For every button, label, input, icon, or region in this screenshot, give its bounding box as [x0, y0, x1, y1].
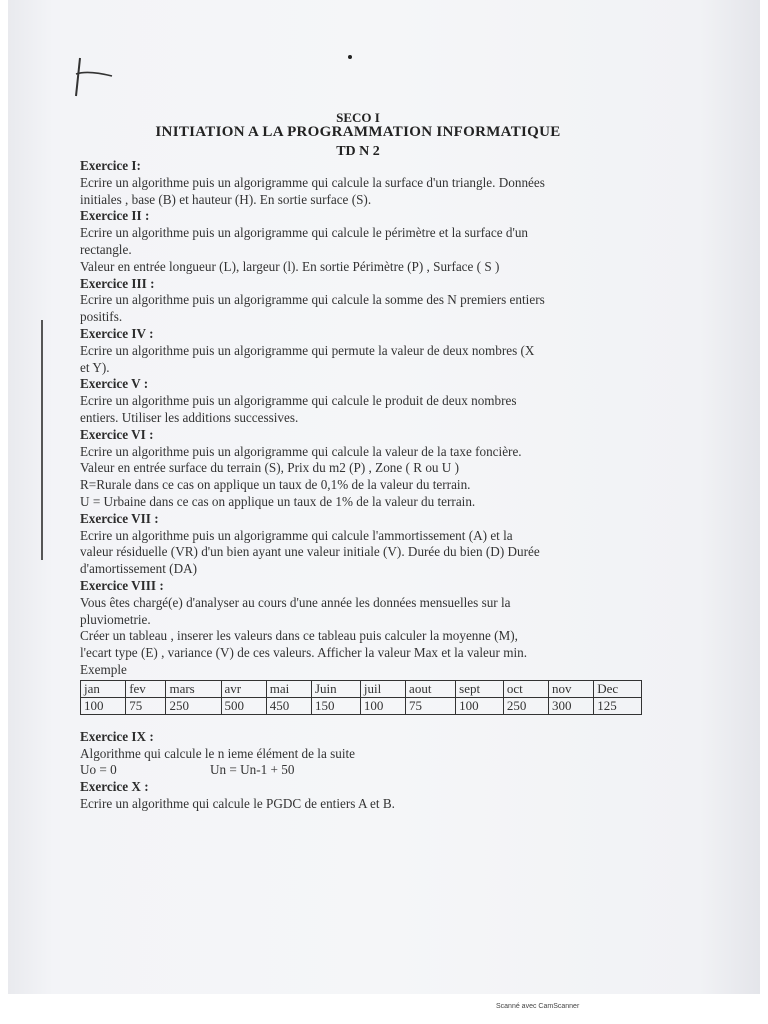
table-cell: 100	[81, 697, 126, 714]
exercise-10-title: Exercice X :	[80, 779, 149, 795]
td-number: TD N 2	[336, 144, 380, 159]
table-cell: 250	[503, 697, 548, 714]
table-cell: avr	[221, 680, 266, 697]
table-cell: mars	[166, 680, 221, 697]
exercise-10-line: Ecrire un algorithme qui calcule le PGDC de entiers A et B.	[80, 795, 395, 811]
exercise-list	[80, 158, 644, 813]
table-cell: 300	[549, 697, 594, 714]
exercise-4-line: Ecrire un algorithme puis un algorigramme qui permute la valeur de deux nombres (X	[80, 342, 535, 358]
exercise-2-title: Exercice II :	[80, 208, 150, 224]
scanned-page	[8, 0, 760, 994]
table-cell: 100	[360, 697, 405, 714]
table-cell: 75	[126, 697, 166, 714]
scanner-footer	[0, 994, 768, 1024]
exercise-8-line: l'ecart type (E) , variance (V) de ces valeurs. Afficher la valeur Max et la valeur min.	[80, 645, 528, 661]
exercise-3-line: Ecrire un algorithme puis un algorigramme qui calcule la somme des N premiers entiers	[80, 292, 545, 308]
exercise-6-line: U = Urbaine dans ce cas on applique un taux de 1% de la valeur du terrain.	[80, 493, 476, 509]
rainfall-table	[80, 680, 642, 715]
exercise-7-line: valeur résiduelle (VR) d'un bien ayant une valeur initiale (V). Durée du bien (D) Durée	[80, 544, 540, 560]
exercise-8-line: Vous êtes chargé(e) d'analyser au cours d'une année les données mensuelles sur la	[80, 594, 511, 610]
table-cell: aout	[406, 680, 456, 697]
table-row	[81, 697, 642, 714]
table-cell: mai	[266, 680, 311, 697]
sequence-definition	[80, 762, 644, 779]
handwritten-mark	[68, 52, 118, 102]
exercise-9-line: Algorithme qui calcule le n ieme élément de la suite	[80, 745, 356, 761]
table-cell: sept	[456, 680, 504, 697]
table-cell: Dec	[594, 680, 642, 697]
exercise-5-title: Exercice V :	[80, 376, 149, 392]
exercise-8-title: Exercice VIII :	[80, 577, 164, 593]
course-code: SECO I	[336, 110, 380, 125]
course-title: INITIATION A LA PROGRAMMATION INFORMATIQUE	[155, 124, 561, 140]
table-cell: 150	[311, 697, 360, 714]
exercise-4-line: et Y).	[80, 359, 110, 375]
exercise-7-title: Exercice VII :	[80, 510, 159, 526]
table-header-row	[81, 680, 642, 697]
table-cell: oct	[503, 680, 548, 697]
table-cell: nov	[549, 680, 594, 697]
exercise-1-title: Exercice I:	[80, 158, 141, 173]
exercise-3-title: Exercice III :	[80, 275, 155, 291]
scanner-credit: Scanné avec CamScanner	[496, 1003, 580, 1010]
sequence-recurrence: Un = Un-1 + 50	[210, 762, 295, 778]
exercise-1-line: Ecrire un algorithme puis un algorigramme qui calcule la surface d'un triangle. Données	[80, 174, 545, 190]
exercise-2-line: rectangle.	[80, 241, 132, 257]
exercise-7-line: d'amortissement (DA)	[80, 561, 198, 577]
ink-dot	[348, 55, 352, 59]
table-cell: 100	[456, 697, 504, 714]
exercise-6-line: R=Rurale dans ce cas on applique un taux de 0,1% de la valeur du terrain.	[80, 477, 471, 493]
exercise-2-line: Ecrire un algorithme puis un algorigramme qui calcule le périmètre et la surface d'un	[80, 225, 529, 241]
table-cell: juil	[360, 680, 405, 697]
scan-edge-mark	[38, 320, 46, 560]
exercise-8-line: Exemple	[80, 661, 127, 677]
table-cell: jan	[81, 680, 126, 697]
exercise-6-title: Exercice VI :	[80, 426, 154, 442]
exercise-2-line: Valeur en entrée longueur (L), largeur (l). En sortie Périmètre (P) , Surface ( S )	[80, 258, 500, 274]
exercise-3-line: positifs.	[80, 309, 123, 325]
table-cell: 450	[266, 697, 311, 714]
table-cell: fev	[126, 680, 166, 697]
exercise-9-title: Exercice IX :	[80, 728, 154, 744]
exercise-5-line: entiers. Utiliser les additions successives.	[80, 409, 299, 425]
exercise-8-line: pluviometrie.	[80, 611, 151, 627]
table-cell: 500	[221, 697, 266, 714]
exercise-8-line: Créer un tableau , inserer les valeurs dans ce tableau puis calculer la moyenne (M),	[80, 628, 518, 644]
exercise-1-line: initiales , base (B) et hauteur (H). En sortie surface (S).	[80, 191, 372, 207]
table-cell: 250	[166, 697, 221, 714]
table-cell: 125	[594, 697, 642, 714]
table-cell: 75	[406, 697, 456, 714]
sequence-initial: Uo = 0	[80, 762, 117, 778]
exercise-6-line: Ecrire un algorithme puis un algorigramme qui calcule la valeur de la taxe foncière.	[80, 443, 522, 459]
exercise-4-title: Exercice IV :	[80, 325, 154, 341]
table-cell: Juin	[311, 680, 360, 697]
exercise-5-line: Ecrire un algorithme puis un algorigramme qui calcule le produit de deux nombres	[80, 393, 517, 409]
exercise-7-line: Ecrire un algorithme puis un algorigramme qui calcule l'ammortissement (A) et la	[80, 527, 513, 543]
exercise-6-line: Valeur en entrée surface du terrain (S), Prix du m2 (P) , Zone ( R ou U )	[80, 460, 460, 476]
